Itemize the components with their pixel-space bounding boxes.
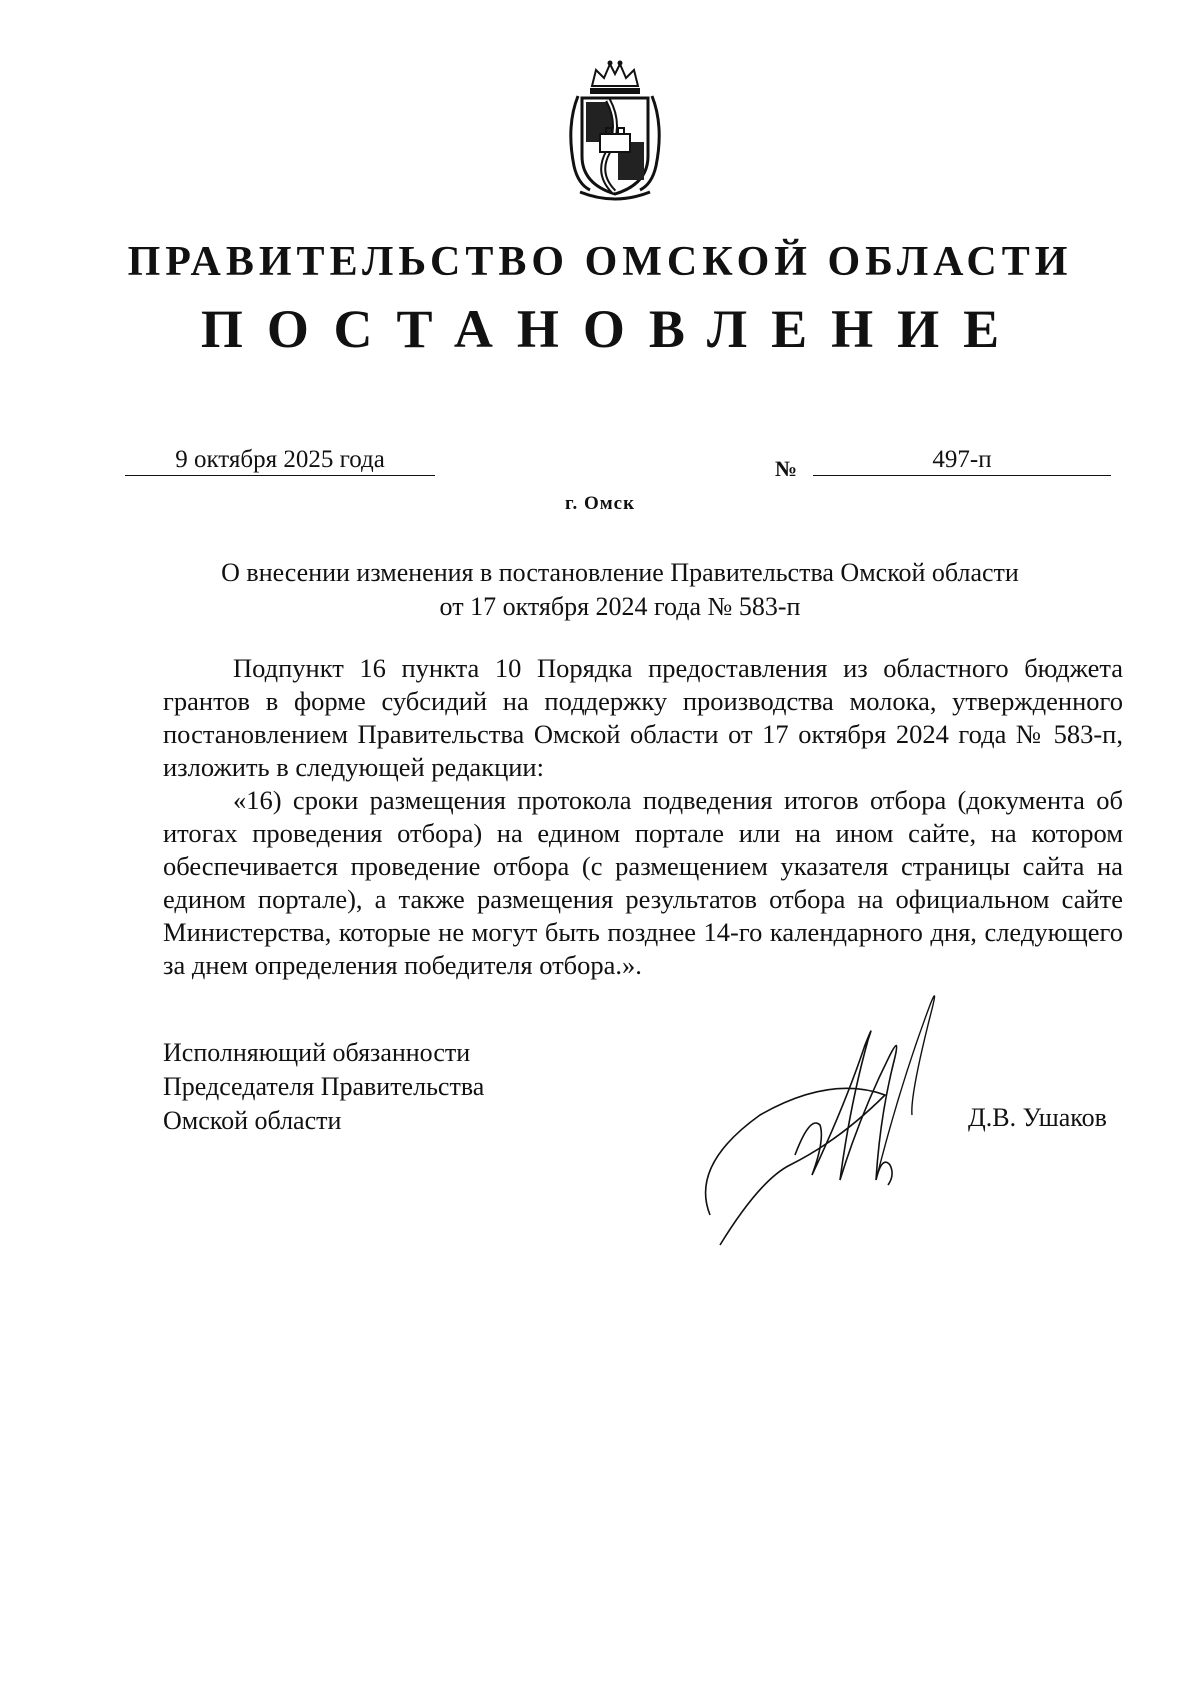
document-date: 9 октября 2025 года xyxy=(125,446,435,476)
handwritten-signature-icon xyxy=(700,965,1000,1250)
signer-name: Д.В. Ушаков xyxy=(968,1103,1107,1132)
city: г. Омск xyxy=(564,493,636,514)
body-paragraph-1: Подпункт 16 пункта 10 Порядка предоставления из областного бюджета грантов в форме субсидий на поддержку производства молока, утвержденного постановлением Правительства Омской области от 17 октября 2024 года № 583-п, изложить в следующей редакции: xyxy=(163,653,1123,782)
signer-position-line-2: Председателя Правительства xyxy=(163,1072,485,1101)
document-type-title: ПОСТАНОВЛЕНИЕ xyxy=(200,299,1024,359)
signer-position-line-1: Исполняющий обязанности xyxy=(163,1038,471,1067)
omsk-coat-of-arms-icon xyxy=(556,56,674,201)
subject-line-1: О внесении изменения в постановление Правительства Омской области xyxy=(221,558,1019,587)
government-title: ПРАВИТЕЛЬСТВО ОМСКОЙ ОБЛАСТИ xyxy=(127,239,1073,285)
document-body xyxy=(163,652,1123,982)
document-number: 497-п xyxy=(813,446,1111,476)
subject-line-2: от 17 октября 2024 года № 583-п xyxy=(439,592,801,621)
signer-position-line-3: Омской области xyxy=(163,1106,342,1135)
number-sign: № xyxy=(775,456,798,481)
body-paragraph-2: «16) сроки размещения протокола подведения итогов отбора (документа об итогах проведения отбора) на едином портале или на ином сайте, на котором обеспечивается проведение отбора (с размещением указателя страницы сайта на едином портале), а также размещения результатов отбора на официальном сайте Министерства, которые не могут быть позднее 14-го календарного дня, следующего за днем определения победителя отбора.». xyxy=(163,785,1123,980)
document-subject xyxy=(160,556,1080,624)
signer-position xyxy=(163,1036,484,1138)
